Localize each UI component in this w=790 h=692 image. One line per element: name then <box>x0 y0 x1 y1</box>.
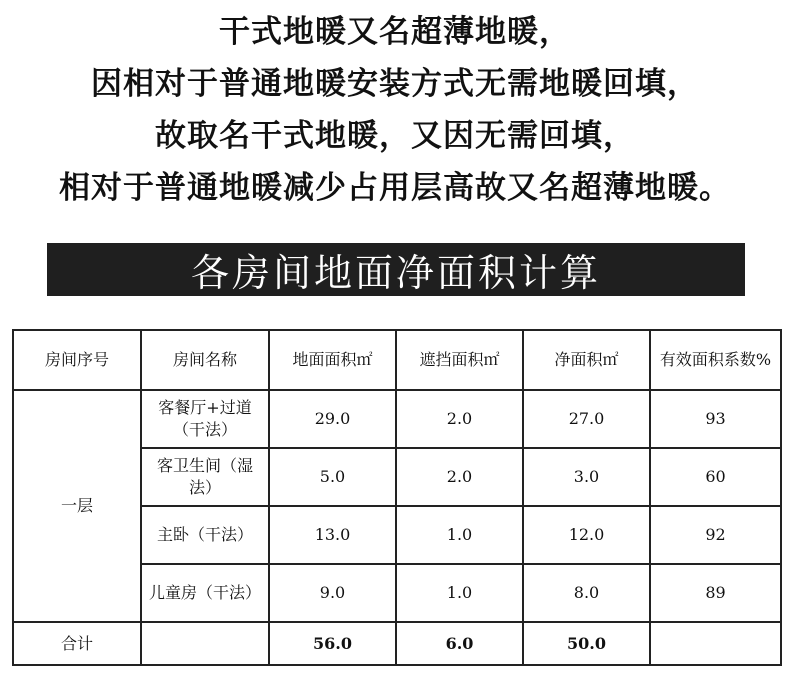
total-row <box>13 622 781 665</box>
header-net-area: 净面积㎡ <box>523 330 650 390</box>
floor-area-cell: 13.0 <box>269 506 396 564</box>
blocked-area-cell: 1.0 <box>396 506 523 564</box>
room-name: 主卧（干法） <box>141 506 269 564</box>
header-room-no: 房间序号 <box>13 330 141 390</box>
section-title: 各房间地面净面积计算 <box>190 251 601 295</box>
section-title-bar <box>47 243 745 296</box>
table-header-row <box>13 330 781 390</box>
coefficient-cell: 92 <box>650 506 781 564</box>
total-blocked-area: 6.0 <box>396 622 523 665</box>
coefficient-cell: 89 <box>650 564 781 622</box>
room-name: 客餐厅+过道（干法） <box>141 390 269 448</box>
net-area-cell: 3.0 <box>523 448 650 506</box>
room-name: 儿童房（干法） <box>141 564 269 622</box>
floor-area-cell: 29.0 <box>269 390 396 448</box>
floor-area-cell: 5.0 <box>269 448 396 506</box>
blocked-area-cell: 1.0 <box>396 564 523 622</box>
floor-label: 一层 <box>13 390 141 622</box>
total-label: 合计 <box>13 622 141 665</box>
blocked-area-cell: 2.0 <box>396 390 523 448</box>
total-coefficient-cell <box>650 622 781 665</box>
net-area-cell: 8.0 <box>523 564 650 622</box>
net-area-cell: 27.0 <box>523 390 650 448</box>
floor-area-cell: 9.0 <box>269 564 396 622</box>
intro-text <box>0 6 790 214</box>
net-area-table <box>12 329 782 666</box>
header-blocked-area: 遮挡面积㎡ <box>396 330 523 390</box>
coefficient-cell: 60 <box>650 448 781 506</box>
total-net-area: 50.0 <box>523 622 650 665</box>
header-room-name: 房间名称 <box>141 330 269 390</box>
intro-line: 故取名干式地暖，又因无需回填， <box>155 118 635 154</box>
total-name-cell <box>141 622 269 665</box>
intro-line: 干式地暖又名超薄地暖， <box>219 14 571 50</box>
header-coefficient: 有效面积系数% <box>650 330 781 390</box>
blocked-area-cell: 2.0 <box>396 448 523 506</box>
total-floor-area: 56.0 <box>269 622 396 665</box>
intro-line: 因相对于普通地暖安装方式无需地暖回填， <box>91 66 699 102</box>
table-row <box>13 390 781 448</box>
intro-line: 相对于普通地暖减少占用层高故又名超薄地暖。 <box>59 170 731 206</box>
room-name: 客卫生间（湿法） <box>141 448 269 506</box>
coefficient-cell: 93 <box>650 390 781 448</box>
net-area-cell: 12.0 <box>523 506 650 564</box>
header-floor-area: 地面面积㎡ <box>269 330 396 390</box>
